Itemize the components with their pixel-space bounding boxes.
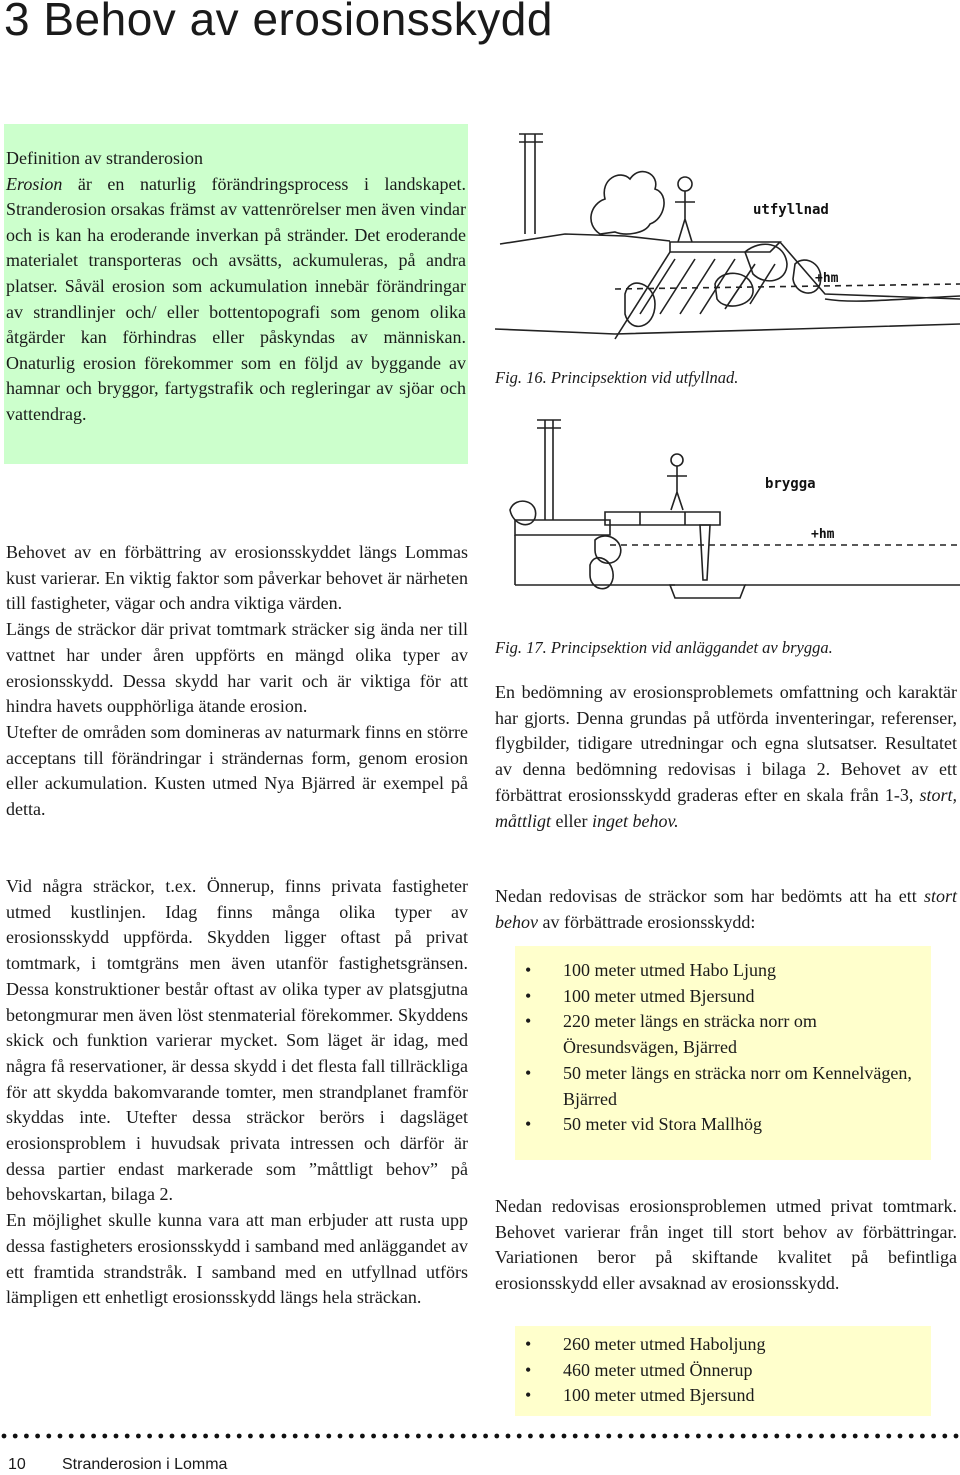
- footer-dot: [595, 1434, 600, 1439]
- list-item: • 50 meter längs en sträcka norr om Kennelvägen, Bjärred: [515, 1061, 931, 1112]
- footer-dot: [640, 1434, 645, 1439]
- footer-dot: [192, 1434, 197, 1439]
- footer-dot: [35, 1434, 40, 1439]
- footer-dot: [629, 1434, 634, 1439]
- privat-tomtmark-list: [515, 1332, 931, 1409]
- footer-dot: [864, 1434, 869, 1439]
- footer-dot: [125, 1434, 130, 1439]
- footer-dot: [808, 1434, 813, 1439]
- footer-dotted-rule: [0, 1432, 960, 1440]
- footer-dot: [416, 1434, 421, 1439]
- footer-dot: [898, 1434, 903, 1439]
- footer-dot: [170, 1434, 175, 1439]
- footer-dot: [46, 1434, 51, 1439]
- footer-dot: [909, 1434, 914, 1439]
- footer-dot: [203, 1434, 208, 1439]
- figure-17-drawing: [495, 400, 960, 635]
- footer-dot: [573, 1434, 578, 1439]
- footer-dot: [685, 1434, 690, 1439]
- footer-dot: [102, 1434, 107, 1439]
- footer-dot: [718, 1434, 723, 1439]
- footer-dot: [69, 1434, 74, 1439]
- paragraph: En möjlighet skulle kunna vara att man erbjuder att rusta upp dessa fastigheters erosionsskydd i samband med anläggandet av ett framtida strandstråk. I samband med en utfyllnad utförs lämpligen ett enhetligt erosionsskydd längs hela sträckan.: [6, 1210, 468, 1308]
- paragraph: Nedan redovisas erosionsproblemen utmed privat tomtmark. Behovet varierar från inget till stort behov av förbättringar. Variationen beror på skiftande kvalitet på befintliga erosionsskydd eller avsaknad av erosionsskydd.: [495, 1196, 957, 1294]
- footer-dot: [931, 1434, 936, 1439]
- definition-box: [4, 124, 468, 464]
- right-paragraph-1: [495, 680, 957, 834]
- footer-dot: [438, 1434, 443, 1439]
- definition-body: är en naturlig förändringsprocess i landskapet. Stranderosion orsakas främst av vattenrörelser men även vindar och is kan ha eroderande inverkan på stränder. Det eroderande materialet transporteras och avsätts, ackumuleras, på andra platser. Såväl erosion som ackumulation innebär förändringar av strandlinjer och/ eller bottentopografi som genom olika åtgärder kan förhindras eller påskyndas av människan. Onaturlig erosion förekommer som en följd av byggande av hamnar och bryggor, fartygstrafik och regleringar av sjöar och vattendrag.: [6, 173, 466, 424]
- footer-dot: [405, 1434, 410, 1439]
- footer-dot: [797, 1434, 802, 1439]
- footer-dot: [483, 1434, 488, 1439]
- footer-dot: [58, 1434, 63, 1439]
- paragraph: Längs de sträckor där privat tomtmark sträcker sig ända ner till vattnet har under åren uppförts en mängd olika typer av erosionsskydd. Dessa skydd har varit och är viktiga för att hindra havets oupphörliga ätande erosion.: [6, 619, 468, 717]
- footer-dot: [360, 1434, 365, 1439]
- footer-dot: [853, 1434, 858, 1439]
- footer-dot: [920, 1434, 925, 1439]
- privat-tomtmark-list-box: [515, 1326, 931, 1416]
- footer-dot: [2, 1434, 7, 1439]
- footer-dot: [136, 1434, 141, 1439]
- right-paragraph-3: [495, 1194, 957, 1297]
- list-item: • 460 meter utmed Önnerup: [515, 1358, 931, 1384]
- footer-dot: [954, 1434, 959, 1439]
- stort-behov-list: [515, 958, 931, 1138]
- list-item: • 260 meter utmed Haboljung: [515, 1332, 931, 1358]
- footer-dot: [158, 1434, 163, 1439]
- footer-dot: [91, 1434, 96, 1439]
- footer-dot: [326, 1434, 331, 1439]
- footer-dot: [662, 1434, 667, 1439]
- footer-dot: [226, 1434, 231, 1439]
- footer-dot: [774, 1434, 779, 1439]
- right-paragraph-2: [495, 884, 957, 935]
- footer-dot: [494, 1434, 499, 1439]
- footer-dot: [114, 1434, 119, 1439]
- footer-dot: [752, 1434, 757, 1439]
- stort-behov-list-box: [515, 946, 931, 1160]
- footer-dot: [539, 1434, 544, 1439]
- list-item: • 100 meter utmed Bjersund: [515, 984, 931, 1010]
- list-item: • 100 meter utmed Bjersund: [515, 1383, 931, 1409]
- definition-heading: Definition av stranderosion: [6, 148, 203, 168]
- text: eller: [551, 810, 592, 831]
- footer-dot: [875, 1434, 880, 1439]
- left-column-upper: [6, 540, 468, 823]
- footer-dot: [584, 1434, 589, 1439]
- footer-dot: [618, 1434, 623, 1439]
- text: av förbättrade erosionsskydd:: [537, 911, 756, 932]
- footer-dot: [80, 1434, 85, 1439]
- footer-dot: [606, 1434, 611, 1439]
- italic-text: stort behov: [495, 886, 957, 932]
- footer-dot: [214, 1434, 219, 1439]
- footer-dot: [528, 1434, 533, 1439]
- footer-dot: [315, 1434, 320, 1439]
- footer-dot: [517, 1434, 522, 1439]
- footer-dot: [550, 1434, 555, 1439]
- left-column-lower: [6, 874, 468, 1311]
- footer-dot: [696, 1434, 701, 1439]
- figure-16-drawing: [495, 124, 960, 364]
- footer-dot: [842, 1434, 847, 1439]
- definition-text: [6, 174, 466, 424]
- text: Nedan redovisas de sträckor som har bedömts att ha ett: [495, 886, 924, 906]
- footer-dot: [259, 1434, 264, 1439]
- paragraph: [495, 680, 957, 834]
- footer-dot: [506, 1434, 511, 1439]
- footer-dot: [427, 1434, 432, 1439]
- definition-term: Erosion: [6, 173, 63, 194]
- italic-text: stort, måttligt: [495, 784, 957, 831]
- footer-dot: [562, 1434, 567, 1439]
- footer: [8, 1456, 227, 1474]
- footer-dot: [382, 1434, 387, 1439]
- footer-dot: [248, 1434, 253, 1439]
- footer-dot: [730, 1434, 735, 1439]
- footer-dot: [371, 1434, 376, 1439]
- footer-dot: [237, 1434, 242, 1439]
- footer-dot: [472, 1434, 477, 1439]
- page-number: 10: [8, 1456, 26, 1473]
- footer-dot: [24, 1434, 29, 1439]
- footer-dot: [304, 1434, 309, 1439]
- fig17-label: brygga: [765, 476, 816, 492]
- footer-dot: [293, 1434, 298, 1439]
- footer-dot: [181, 1434, 186, 1439]
- document-title: Stranderosion i Lomma: [62, 1456, 228, 1473]
- footer-dot: [830, 1434, 835, 1439]
- footer-dot: [819, 1434, 824, 1439]
- footer-dot: [349, 1434, 354, 1439]
- footer-dot: [394, 1434, 399, 1439]
- footer-dot: [886, 1434, 891, 1439]
- footer-dot: [674, 1434, 679, 1439]
- list-item: • 220 meter längs en sträcka norr om Öresundsvägen, Bjärred: [515, 1009, 931, 1060]
- paragraph: Utefter de områden som domineras av naturmark finns en större acceptans till förändringar i strändernas form, genom erosion eller ackumulation. Kusten utmed Nya Bjärred är exempel på detta.: [6, 721, 468, 820]
- footer-dot: [450, 1434, 455, 1439]
- footer-dot: [13, 1434, 18, 1439]
- fig16-caption: Fig. 16. Principsektion vid utfyllnad.: [495, 368, 739, 387]
- footer-dot: [942, 1434, 947, 1439]
- italic-text: inget behov.: [592, 810, 679, 831]
- footer-dot: [338, 1434, 343, 1439]
- footer-dot: [786, 1434, 791, 1439]
- footer-dot: [763, 1434, 768, 1439]
- footer-dot: [270, 1434, 275, 1439]
- paragraph: Vid några sträckor, t.ex. Önnerup, finns privata fastigheter utmed kustlinjen. Idag finns många olika typer av erosionsskydd uppförda. Skydden ligger oftast på privat tomtmark, i tomtgräns men även utanför fastighetsgränsen. Dessa konstruktioner består oftast av olika typer av platsgjutna betongmurar men även löst stenmaterial förekommer. Skyddens skick och funktion varierar mycket. Som läget är idag, med några få reservationer, är dessa skydd i det flesta fall tillräckliga för att skydda bakomvarande tomter, men strandplanet framför skyddas inte. Utefter dessa sträckor berörs i dagsläget erosionsproblem i huvudsak privata intressen och därför är dessa partier endast markerade som ”måttligt behov” på behovskartan, bilaga 2.: [6, 876, 468, 1205]
- list-item: • 50 meter vid Stora Mallhög: [515, 1112, 931, 1138]
- text: En bedömning av erosionsproblemets omfattning och karaktär har gjorts. Denna grundas på utförda inventeringar, referenser, flygbilder, tidigare utredningar och egna slutsatser. Resultatet av denna bedömning redovisas i bilaga 2. Behovet av ett förbättrat erosionsskydd graderas efter en skala från 1-3,: [495, 682, 957, 805]
- footer-dot: [707, 1434, 712, 1439]
- footer-dot: [461, 1434, 466, 1439]
- fig17-caption: Fig. 17. Principsektion vid anläggandet av brygga.: [495, 638, 833, 657]
- footer-dot: [282, 1434, 287, 1439]
- paragraph: [495, 884, 957, 935]
- fig17-mark: +hm: [811, 527, 835, 542]
- fig16-mark: +hm: [815, 271, 839, 286]
- page-title: 3 Behov av erosionsskydd: [4, 0, 553, 45]
- footer-dot: [147, 1434, 152, 1439]
- footer-dot: [651, 1434, 656, 1439]
- paragraph: Behovet av en förbättring av erosionsskyddet längs Lommas kust varierar. En viktig faktor som påverkar behovet är närheten till fastigheter, vägar och andra viktiga värden.: [6, 542, 468, 614]
- fig16-label: utfyllnad: [753, 202, 829, 218]
- list-item: • 100 meter utmed Habo Ljung: [515, 958, 931, 984]
- footer-dot: [741, 1434, 746, 1439]
